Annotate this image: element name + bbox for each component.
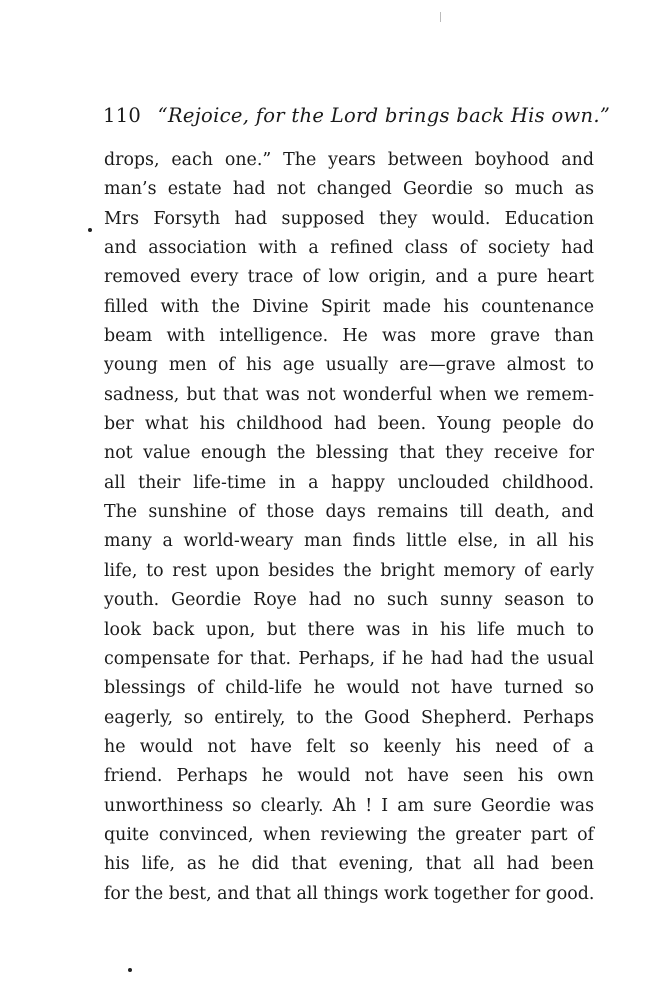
text-line: beam with intelligence. He was more grave than — [104, 326, 594, 347]
text-line: ber what his childhood had been. Young people do — [104, 414, 594, 435]
text-line: his life, as he did that evening, that all had been — [104, 854, 594, 875]
text-line: life, to rest upon besides the bright memory of early — [104, 560, 594, 581]
page-number: 110 — [103, 104, 142, 127]
text-line: all their life-time in a happy unclouded childhood. — [104, 472, 594, 493]
text-line: unworthiness so clearly. Ah ! I am sure Geordie was — [104, 795, 594, 816]
text-line: quite convinced, when reviewing the greater part of — [104, 824, 594, 845]
text-line: blessings of child-life he would not have turned so — [104, 678, 594, 699]
text-line: friend. Perhaps he would not have seen his own — [104, 766, 594, 787]
ink-speck — [440, 12, 441, 22]
body-paragraph — [104, 146, 594, 909]
text-line: drops, each one.” The years between boyhood and — [104, 150, 594, 170]
text-line: not value enough the blessing that they receive for — [104, 443, 594, 464]
text-line: removed every trace of low origin, and a pure heart — [104, 267, 594, 288]
text-line: The sunshine of those days remains till death, and — [104, 502, 594, 523]
text-line: young men of his age usually are—grave almost to — [104, 355, 594, 376]
text-line: and association with a refined class of society had — [104, 238, 594, 259]
text-line: eagerly, so entirely, to the Good Shepherd. Perhaps — [104, 707, 594, 728]
running-title: “Rejoice, for the Lord brings back His own.” — [157, 104, 611, 127]
text-line: man’s estate had not changed Geordie so much as — [104, 179, 594, 200]
text-line: look back upon, but there was in his life much to — [104, 619, 594, 640]
text-line: sadness, but that was not wonderful when we remem- — [104, 384, 594, 405]
text-line: many a world-weary man finds little else, in all his — [104, 531, 594, 552]
text-line: compensate for that. Perhaps, if he had had the usual — [104, 648, 594, 669]
ink-speck — [88, 228, 92, 232]
text-line: Mrs Forsyth had supposed they would. Education — [104, 208, 594, 229]
text-line: he would not have felt so keenly his need of a — [104, 736, 594, 757]
running-head — [103, 104, 611, 127]
text-line: filled with the Divine Spirit made his countenance — [104, 296, 594, 317]
text-line: youth. Geordie Roye had no such sunny season to — [104, 590, 594, 611]
text-line: for the best, and that all things work together for good. — [104, 883, 595, 904]
ink-speck — [128, 968, 132, 972]
